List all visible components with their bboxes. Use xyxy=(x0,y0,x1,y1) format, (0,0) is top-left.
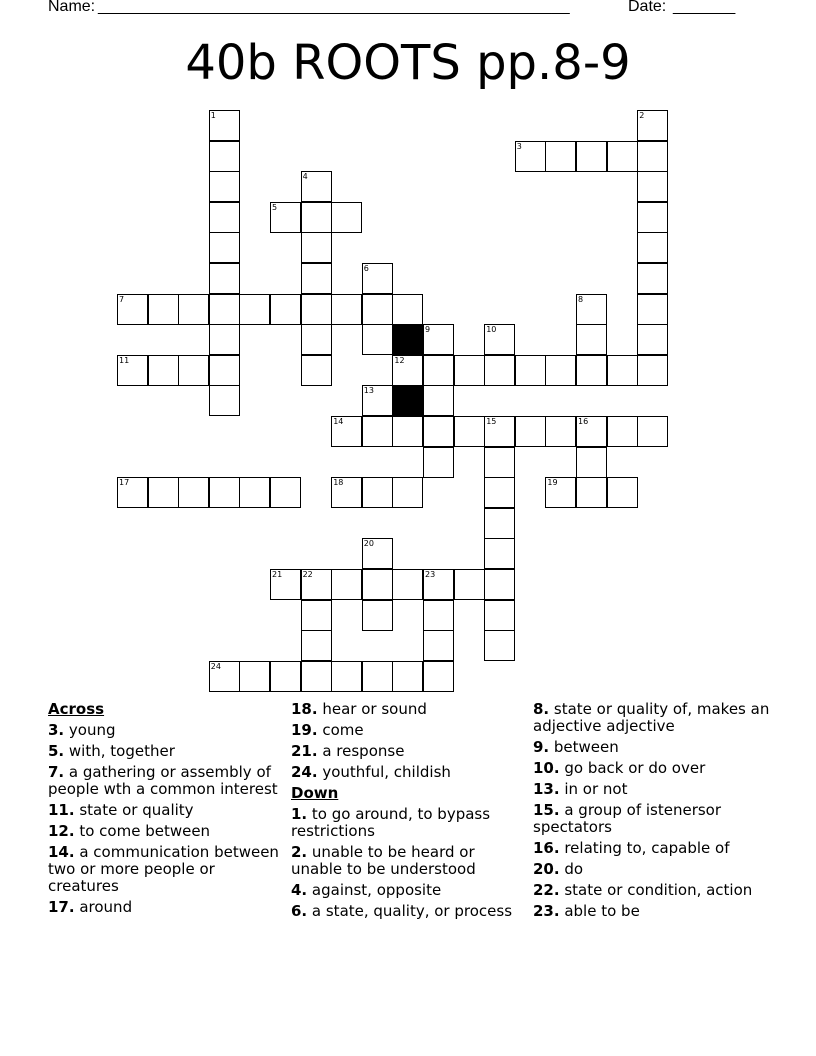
grid-cell[interactable] xyxy=(515,355,546,386)
clue-number: 19. xyxy=(291,721,318,739)
grid-cell[interactable] xyxy=(484,600,515,631)
grid-cell[interactable] xyxy=(209,477,240,508)
clue-item xyxy=(48,899,283,916)
clues-column-3 xyxy=(533,701,773,924)
clue-text: a communication between two or more people or creatures xyxy=(48,843,279,895)
grid-cell[interactable] xyxy=(178,477,209,508)
clue-number: 18. xyxy=(291,700,318,718)
grid-cell[interactable] xyxy=(423,600,454,631)
grid-cell[interactable] xyxy=(301,263,332,294)
clues-column-1 xyxy=(48,701,283,920)
clue-text: hear or sound xyxy=(317,700,427,718)
clue-text: go back or do over xyxy=(559,759,706,777)
grid-cell[interactable] xyxy=(392,294,423,325)
grid-cell[interactable] xyxy=(301,600,332,631)
clue-number: 16. xyxy=(533,839,560,857)
grid-cell[interactable] xyxy=(484,508,515,539)
grid-cell[interactable] xyxy=(362,385,393,416)
grid-cell[interactable] xyxy=(239,294,270,325)
grid-cell[interactable] xyxy=(637,232,668,263)
grid-cell[interactable] xyxy=(362,416,393,447)
grid-cell[interactable] xyxy=(209,110,240,141)
grid-cell[interactable] xyxy=(148,294,179,325)
clue-item xyxy=(533,840,773,857)
clue-text: a state, quality, or process xyxy=(307,902,513,920)
clue-item xyxy=(533,903,773,920)
clue-item xyxy=(291,764,521,781)
clue-text: able to be xyxy=(559,902,640,920)
clue-text: young xyxy=(64,721,116,739)
clue-item xyxy=(291,844,521,878)
clue-text: a response xyxy=(317,742,405,760)
clue-text: in or not xyxy=(559,780,628,798)
grid-cell[interactable] xyxy=(301,202,332,233)
grid-cell[interactable] xyxy=(209,294,240,325)
clue-number: 6 xyxy=(363,264,369,273)
clue-number: 19 xyxy=(547,478,558,488)
clue-number: 9. xyxy=(533,738,550,756)
grid-cell[interactable] xyxy=(545,416,576,447)
name-blank-line[interactable]: _____________________________________________________ xyxy=(98,0,570,15)
clue-number: 2 xyxy=(639,111,645,120)
grid-cell[interactable] xyxy=(301,232,332,263)
grid-cell[interactable] xyxy=(117,355,148,386)
grid-cell[interactable] xyxy=(423,569,454,600)
grid-cell[interactable] xyxy=(270,202,301,233)
grid-cell[interactable] xyxy=(270,661,301,692)
clue-text: against, opposite xyxy=(307,881,442,899)
grid-cell[interactable] xyxy=(545,355,576,386)
clue-number: 14. xyxy=(48,843,75,861)
clue-number: 7 xyxy=(119,294,125,304)
down-clue-list-continued xyxy=(533,701,773,920)
grid-cell[interactable] xyxy=(362,263,393,294)
grid-cell[interactable] xyxy=(362,294,393,325)
clue-number: 5 xyxy=(272,202,278,212)
grid-cell[interactable] xyxy=(423,385,454,416)
clue-number: 8. xyxy=(533,700,550,718)
grid-cell[interactable] xyxy=(637,263,668,294)
clue-number: 24 xyxy=(210,661,221,671)
grid-cell[interactable] xyxy=(423,630,454,661)
grid-cell[interactable] xyxy=(362,538,393,569)
grid-cell[interactable] xyxy=(209,263,240,294)
clue-number: 9 xyxy=(425,325,431,335)
clue-text: to come between xyxy=(74,822,211,840)
grid-cell[interactable] xyxy=(545,141,576,172)
grid-cell[interactable] xyxy=(423,355,454,386)
name-label: Name: xyxy=(48,0,96,15)
clue-text: to go around, to bypass restrictions xyxy=(291,805,491,840)
grid-cell[interactable] xyxy=(301,630,332,661)
clue-item xyxy=(291,806,521,840)
grid-cell[interactable] xyxy=(209,385,240,416)
clue-number: 24. xyxy=(291,763,318,781)
grid-cell[interactable] xyxy=(515,416,546,447)
grid-cell[interactable] xyxy=(484,569,515,600)
clue-text: unable to be heard or unable to be understood xyxy=(291,843,476,878)
clue-number: 22 xyxy=(302,570,313,579)
clue-item xyxy=(291,722,521,739)
clue-text: a gathering or assembly of people wth a common interest xyxy=(48,763,278,798)
grid-cell[interactable] xyxy=(637,324,668,355)
grid-cell[interactable] xyxy=(178,294,209,325)
clue-number: 4. xyxy=(291,881,308,899)
clue-text: with, together xyxy=(64,742,175,760)
grid-cell[interactable] xyxy=(392,569,423,600)
grid-cell[interactable] xyxy=(576,447,607,478)
grid-cell[interactable] xyxy=(484,416,515,447)
grid-cell[interactable] xyxy=(423,661,454,692)
grid-cell[interactable] xyxy=(637,110,668,141)
grid-cell[interactable] xyxy=(148,477,179,508)
grid-cell[interactable] xyxy=(423,447,454,478)
grid-cell[interactable] xyxy=(178,355,209,386)
clue-number: 11. xyxy=(48,801,75,819)
grid-cell[interactable] xyxy=(515,141,546,172)
grid-cell[interactable] xyxy=(576,416,607,447)
grid-cell[interactable] xyxy=(301,324,332,355)
clue-number: 15. xyxy=(533,801,560,819)
date-label: Date: xyxy=(628,0,667,15)
clue-number: 21 xyxy=(272,570,283,579)
grid-cell[interactable] xyxy=(545,477,576,508)
grid-cell[interactable] xyxy=(362,569,393,600)
grid-cell[interactable] xyxy=(637,202,668,233)
grid-cell[interactable] xyxy=(331,202,362,233)
grid-cell[interactable] xyxy=(331,416,362,447)
grid-cell[interactable] xyxy=(148,355,179,386)
grid-cell[interactable] xyxy=(362,600,393,631)
across-heading: Across xyxy=(48,700,105,718)
clue-number: 1. xyxy=(291,805,308,823)
clue-number: 21. xyxy=(291,742,318,760)
clue-number: 23 xyxy=(425,570,436,579)
date-blank-line[interactable]: _______ xyxy=(673,0,736,15)
clue-text: come xyxy=(317,721,364,739)
grid-cell[interactable] xyxy=(484,538,515,569)
clue-item xyxy=(48,722,283,739)
grid-cell[interactable] xyxy=(209,232,240,263)
clue-number: 5. xyxy=(48,742,65,760)
clue-number: 10. xyxy=(533,759,560,777)
grid-cell[interactable] xyxy=(209,171,240,202)
clue-number: 3 xyxy=(516,141,522,151)
grid-cell[interactable] xyxy=(331,661,362,692)
grid-cell[interactable] xyxy=(270,569,301,600)
grid-cell[interactable] xyxy=(423,324,454,355)
clue-item xyxy=(533,861,773,878)
grid-cell[interactable] xyxy=(209,141,240,172)
grid-cell[interactable] xyxy=(239,661,270,692)
grid-cell[interactable] xyxy=(209,324,240,355)
clue-item xyxy=(48,844,283,895)
grid-cell[interactable] xyxy=(362,661,393,692)
grid-cell[interactable] xyxy=(331,294,362,325)
clue-number: 10 xyxy=(486,325,497,335)
grid-cell[interactable] xyxy=(576,355,607,386)
grid-cell[interactable] xyxy=(209,355,240,386)
grid-cell[interactable] xyxy=(270,294,301,325)
clue-number: 4 xyxy=(302,172,308,182)
grid-cell[interactable] xyxy=(637,355,668,386)
clue-number: 8 xyxy=(578,294,584,304)
down-heading: Down xyxy=(291,784,339,802)
grid-cell[interactable] xyxy=(637,416,668,447)
grid-cell[interactable] xyxy=(576,294,607,325)
clue-text: relating to, capable of xyxy=(559,839,730,857)
grid-cell[interactable] xyxy=(301,569,332,600)
grid-cell[interactable] xyxy=(484,355,515,386)
clue-text: around xyxy=(74,898,133,916)
clue-item xyxy=(48,823,283,840)
grid-cell[interactable] xyxy=(301,171,332,202)
grid-cell[interactable] xyxy=(576,477,607,508)
grid-cell[interactable] xyxy=(270,477,301,508)
grid-cell[interactable] xyxy=(454,416,485,447)
grid-cell[interactable] xyxy=(239,477,270,508)
clue-number: 15 xyxy=(486,417,497,426)
clue-item xyxy=(291,882,521,899)
grid-cell[interactable] xyxy=(637,141,668,172)
clue-number: 17. xyxy=(48,898,75,916)
grid-cell[interactable] xyxy=(607,141,638,172)
grid-cell[interactable] xyxy=(392,477,423,508)
black-cell xyxy=(392,385,423,416)
grid-cell[interactable] xyxy=(209,202,240,233)
clue-number: 13. xyxy=(533,780,560,798)
clue-number: 18 xyxy=(333,478,344,488)
grid-cell[interactable] xyxy=(454,355,485,386)
clues-column-2 xyxy=(291,701,521,924)
grid-cell[interactable] xyxy=(576,324,607,355)
clue-text: do xyxy=(559,860,584,878)
grid-cell[interactable] xyxy=(392,416,423,447)
clue-item xyxy=(48,743,283,760)
clue-number: 6. xyxy=(291,902,308,920)
clue-number: 12 xyxy=(394,355,405,365)
black-cell xyxy=(392,324,423,355)
clue-number: 17 xyxy=(119,478,130,488)
grid-cell[interactable] xyxy=(392,355,423,386)
clue-item xyxy=(533,781,773,798)
clue-number: 7. xyxy=(48,763,65,781)
clue-item xyxy=(533,760,773,777)
clue-number: 3. xyxy=(48,721,65,739)
clue-number: 16 xyxy=(578,417,589,426)
clue-number: 20 xyxy=(363,539,374,549)
grid-cell[interactable] xyxy=(362,324,393,355)
grid-cell[interactable] xyxy=(301,294,332,325)
grid-cell[interactable] xyxy=(484,324,515,355)
grid-cell[interactable] xyxy=(301,355,332,386)
down-clue-list xyxy=(291,806,521,920)
grid-cell[interactable] xyxy=(331,477,362,508)
clue-item xyxy=(291,701,521,718)
page-title: 40b ROOTS pp.8-9 xyxy=(185,35,631,91)
grid-cell[interactable] xyxy=(117,294,148,325)
clue-number: 14 xyxy=(333,417,344,426)
clue-number: 20. xyxy=(533,860,560,878)
clue-number: 11 xyxy=(119,355,130,365)
grid-cell[interactable] xyxy=(484,477,515,508)
grid-cell[interactable] xyxy=(637,171,668,202)
clue-item xyxy=(291,743,521,760)
grid-cell[interactable] xyxy=(607,416,638,447)
clue-item xyxy=(48,764,283,798)
clue-text: state or condition, action xyxy=(559,881,753,899)
grid-cell[interactable] xyxy=(576,141,607,172)
clue-item xyxy=(291,903,521,920)
grid-cell[interactable] xyxy=(117,477,148,508)
clue-item xyxy=(533,701,773,735)
clue-item xyxy=(48,802,283,819)
clue-text: between xyxy=(549,738,619,756)
clue-number: 12. xyxy=(48,822,75,840)
grid-cell[interactable] xyxy=(484,447,515,478)
across-clue-list xyxy=(48,722,283,916)
clue-text: a group of istenersor spectators xyxy=(533,801,722,836)
grid-cell[interactable] xyxy=(331,569,362,600)
grid-cell[interactable] xyxy=(423,416,454,447)
grid-cell[interactable] xyxy=(209,661,240,692)
grid-cell[interactable] xyxy=(454,569,485,600)
grid-cell[interactable] xyxy=(607,477,638,508)
grid-cell[interactable] xyxy=(301,661,332,692)
clue-text: state or quality xyxy=(74,801,194,819)
clue-text: youthful, childish xyxy=(317,763,451,781)
across-clue-list-continued xyxy=(291,701,521,781)
clue-number: 13 xyxy=(363,386,374,396)
clue-item xyxy=(533,882,773,899)
clue-number: 1 xyxy=(210,111,216,120)
clue-number: 2. xyxy=(291,843,308,861)
clue-item xyxy=(533,802,773,836)
grid-cell[interactable] xyxy=(607,355,638,386)
grid-cell[interactable] xyxy=(484,630,515,661)
grid-cell[interactable] xyxy=(637,294,668,325)
clue-text: state or quality of, makes an adjective adjective xyxy=(533,700,770,735)
grid-cell[interactable] xyxy=(362,477,393,508)
clue-number: 23. xyxy=(533,902,560,920)
clue-item xyxy=(533,739,773,756)
grid-cell[interactable] xyxy=(392,661,423,692)
clue-number: 22. xyxy=(533,881,560,899)
